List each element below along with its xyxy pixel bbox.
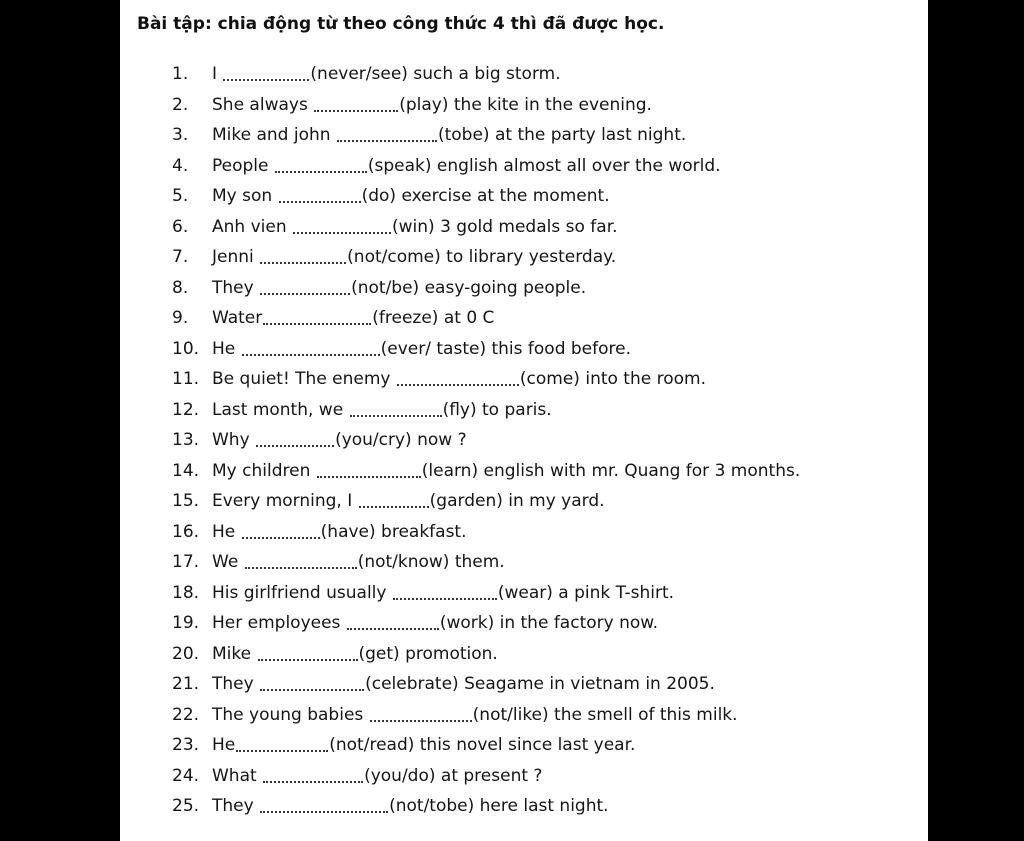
answer-blank[interactable] [260,276,350,295]
sentence-after-blank: (fly) to paris. [442,399,552,420]
sentence-before-blank: They [212,674,254,694]
exercise-item [120,184,928,215]
item-number: 9. [172,308,189,328]
exercise-item [120,215,928,246]
sentence-after-blank: (get) promotion. [358,643,498,664]
item-sentence [212,215,618,239]
item-sentence [212,703,738,727]
sentence-after-blank: (play) the kite in the evening. [399,94,652,115]
item-sentence [212,642,498,666]
item-sentence [212,611,658,635]
item-sentence [212,337,631,361]
item-sentence [212,184,610,208]
item-number: 24. [172,765,200,786]
exercise-list [120,62,928,825]
item-sentence [212,306,494,330]
item-sentence [212,733,635,757]
item-number: 7. [172,247,189,267]
sentence-after-blank: (not/come) to library yesterday. [347,247,617,267]
exercise-item [120,93,928,124]
item-number: 2. [172,94,189,115]
item-number: 12. [172,399,200,420]
sentence-before-blank: Be quiet! The enemy [212,369,391,389]
item-sentence [212,62,561,86]
item-number: 14. [172,460,200,481]
exercise-item [120,306,928,337]
answer-blank[interactable] [350,398,442,417]
exercise-item [120,581,928,612]
sentence-after-blank: (not/read) this novel since last year. [329,735,636,755]
item-number: 5. [172,186,189,206]
answer-blank[interactable] [242,520,320,539]
sentence-after-blank: (you/cry) now ? [335,430,467,450]
answer-blank[interactable] [260,672,364,691]
answer-blank[interactable] [359,489,429,508]
exercise-item [120,703,928,734]
sentence-before-blank: He [212,521,236,542]
sentence-before-blank: Last month, we [212,399,344,420]
sentence-after-blank: (not/be) easy-going people. [351,277,587,298]
answer-blank[interactable] [293,215,391,234]
sentence-before-blank: They [212,277,254,298]
exercise-item [120,733,928,764]
item-sentence [212,764,542,788]
sentence-after-blank: (not/tobe) here last night. [389,796,609,816]
worksheet-title: Bài tập: chia động từ theo công thức 4 thì đã được học. [137,14,665,34]
item-number: 19. [172,613,200,633]
exercise-item [120,611,928,642]
item-sentence [212,367,706,391]
item-number: 10. [172,338,200,359]
answer-blank[interactable] [236,733,328,752]
item-number: 25. [172,796,200,816]
item-number: 21. [172,674,200,694]
answer-blank[interactable] [317,459,421,478]
item-number: 8. [172,277,189,298]
sentence-after-blank: (you/do) at present ? [364,765,543,786]
answer-blank[interactable] [347,611,439,630]
item-number: 4. [172,155,189,176]
sentence-after-blank: (not/know) them. [357,552,505,572]
sentence-after-blank: (never/see) such a big storm. [310,64,561,84]
sentence-before-blank: Mike and john [212,125,331,145]
exercise-item [120,62,928,93]
exercise-item [120,459,928,490]
exercise-item [120,276,928,307]
sentence-before-blank: She always [212,94,308,115]
item-number: 11. [172,369,200,389]
item-sentence [212,794,609,818]
answer-blank[interactable] [242,337,380,356]
item-number: 18. [172,582,200,603]
item-sentence [212,489,605,513]
answer-blank[interactable] [260,245,346,264]
answer-blank[interactable] [314,93,398,112]
item-number: 16. [172,521,200,542]
sentence-before-blank: Mike [212,643,252,664]
sentence-before-blank: Her employees [212,613,341,633]
sentence-after-blank: (do) exercise at the moment. [361,186,610,206]
answer-blank[interactable] [397,367,519,386]
sentence-after-blank: (tobe) at the party last night. [437,125,687,145]
sentence-before-blank: My son [212,186,273,206]
exercise-item [120,428,928,459]
sentence-before-blank: We [212,552,239,572]
exercise-item [120,367,928,398]
exercise-item [120,337,928,368]
item-sentence [212,398,552,422]
item-sentence [212,428,467,452]
sentence-after-blank: (freeze) at 0 C [372,308,495,328]
sentence-before-blank: People [212,155,269,176]
exercise-item [120,489,928,520]
item-sentence [212,672,715,696]
sentence-before-blank: Anh vien [212,216,287,237]
sentence-before-blank: The young babies [212,704,364,725]
sentence-before-blank: He [212,735,236,755]
exercise-item [120,398,928,429]
answer-blank[interactable] [393,581,497,600]
sentence-after-blank: (come) into the room. [519,369,706,389]
sentence-before-blank: What [212,765,257,786]
answer-blank[interactable] [263,306,371,325]
sentence-before-blank: Every morning, I [212,491,353,511]
item-number: 13. [172,430,200,450]
answer-blank[interactable] [337,123,437,142]
answer-blank[interactable] [245,550,357,569]
item-number: 1. [172,64,189,84]
sentence-after-blank: (learn) english with mr. Quang for 3 months. [421,460,801,481]
exercise-item [120,642,928,673]
item-number: 22. [172,704,200,725]
exercise-item [120,794,928,825]
answer-blank[interactable] [370,703,472,722]
sentence-before-blank: He [212,338,236,359]
exercise-item [120,550,928,581]
sentence-before-blank: His girlfriend usually [212,582,387,603]
answer-blank[interactable] [260,794,388,813]
item-number: 20. [172,643,200,664]
item-sentence [212,520,467,544]
sentence-before-blank: Jenni [212,247,254,267]
exercise-item [120,672,928,703]
sentence-after-blank: (wear) a pink T-shirt. [497,582,675,603]
item-sentence [212,154,721,178]
sentence-before-blank: My children [212,460,311,481]
sentence-before-blank: I [212,64,218,84]
item-sentence [212,550,505,574]
sentence-after-blank: (win) 3 gold medals so far. [392,216,618,237]
sentence-after-blank: (celebrate) Seagame in vietnam in 2005. [365,674,715,694]
item-sentence [212,245,616,269]
exercise-item [120,245,928,276]
exercise-item [120,764,928,795]
sentence-after-blank: (have) breakfast. [320,521,467,542]
answer-blank[interactable] [263,764,363,783]
sentence-before-blank: They [212,796,254,816]
exercise-item [120,154,928,185]
sentence-after-blank: (ever/ taste) this food before. [380,338,632,359]
answer-blank[interactable] [258,642,358,661]
item-number: 17. [172,552,200,572]
answer-blank[interactable] [279,184,361,203]
item-number: 6. [172,216,189,237]
item-sentence [212,93,652,117]
sentence-after-blank: (garden) in my yard. [429,491,605,511]
item-number: 23. [172,735,200,755]
sentence-after-blank: (speak) english almost all over the world. [367,155,721,176]
sentence-before-blank: Water [212,308,263,328]
sentence-before-blank: Why [212,430,250,450]
item-sentence [212,459,800,483]
exercise-item [120,123,928,154]
item-number: 3. [172,125,189,145]
answer-blank[interactable] [275,154,367,173]
item-sentence [212,581,674,605]
answer-blank[interactable] [223,62,309,81]
item-sentence [212,276,586,300]
answer-blank[interactable] [256,428,334,447]
worksheet-page [120,0,928,841]
sentence-after-blank: (not/like) the smell of this milk. [472,704,738,725]
sentence-after-blank: (work) in the factory now. [439,613,659,633]
item-number: 15. [172,491,200,511]
item-sentence [212,123,686,147]
exercise-item [120,520,928,551]
